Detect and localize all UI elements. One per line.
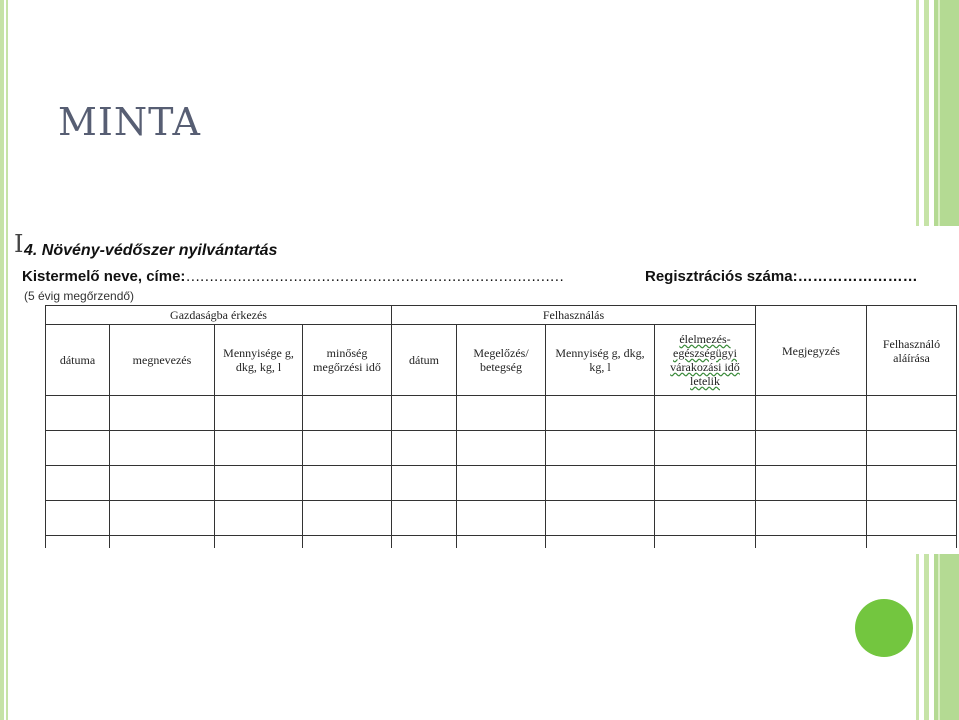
scanned-form-image <box>14 226 959 554</box>
green-circle-decor <box>855 599 913 657</box>
column-header-arrival-date: dátuma <box>46 325 110 396</box>
record-table <box>45 305 957 548</box>
table-row <box>46 466 957 501</box>
text-cursor-icon: I <box>14 230 24 258</box>
column-header-waiting-time: élelmezés-egészségügyi várakozási idő letelik <box>655 325 756 396</box>
registration-dots: …………………… <box>797 268 918 285</box>
column-header-prevention: Megelőzés/ betegség <box>457 325 546 396</box>
registration-line <box>645 268 918 285</box>
column-header-name: megnevezés <box>110 325 215 396</box>
producer-dots: ……………………………………………………………………… <box>185 268 564 285</box>
left-decor-stripe-thin <box>6 0 8 720</box>
retention-note: (5 évig megőrzendő) <box>24 289 135 303</box>
table-row <box>46 431 957 466</box>
column-header-remark: Megjegyzés <box>756 306 867 396</box>
group-header-arrival: Gazdaságba érkezés <box>46 306 392 325</box>
producer-line <box>22 268 563 285</box>
column-header-signature: Felhasználó aláírása <box>867 306 957 396</box>
slide-title: MINTA <box>58 100 201 144</box>
column-header-shelf-life: minőség megőrzési idő <box>303 325 392 396</box>
form-title: 4. Növény-védőszer nyilvántartás <box>24 242 278 259</box>
column-header-quantity: Mennyisége g, dkg, kg, l <box>215 325 303 396</box>
producer-label: Kistermelő neve, címe: <box>22 268 186 285</box>
left-decor-stripe <box>0 0 4 720</box>
table-row <box>46 501 957 536</box>
column-header-usage-quantity: Mennyiség g, dkg, kg, l <box>546 325 655 396</box>
group-header-usage: Felhasználás <box>392 306 756 325</box>
column-header-usage-date: dátum <box>392 325 457 396</box>
registration-label: Regisztrációs száma: <box>645 268 798 285</box>
table-row <box>46 396 957 431</box>
table-row <box>46 536 957 549</box>
